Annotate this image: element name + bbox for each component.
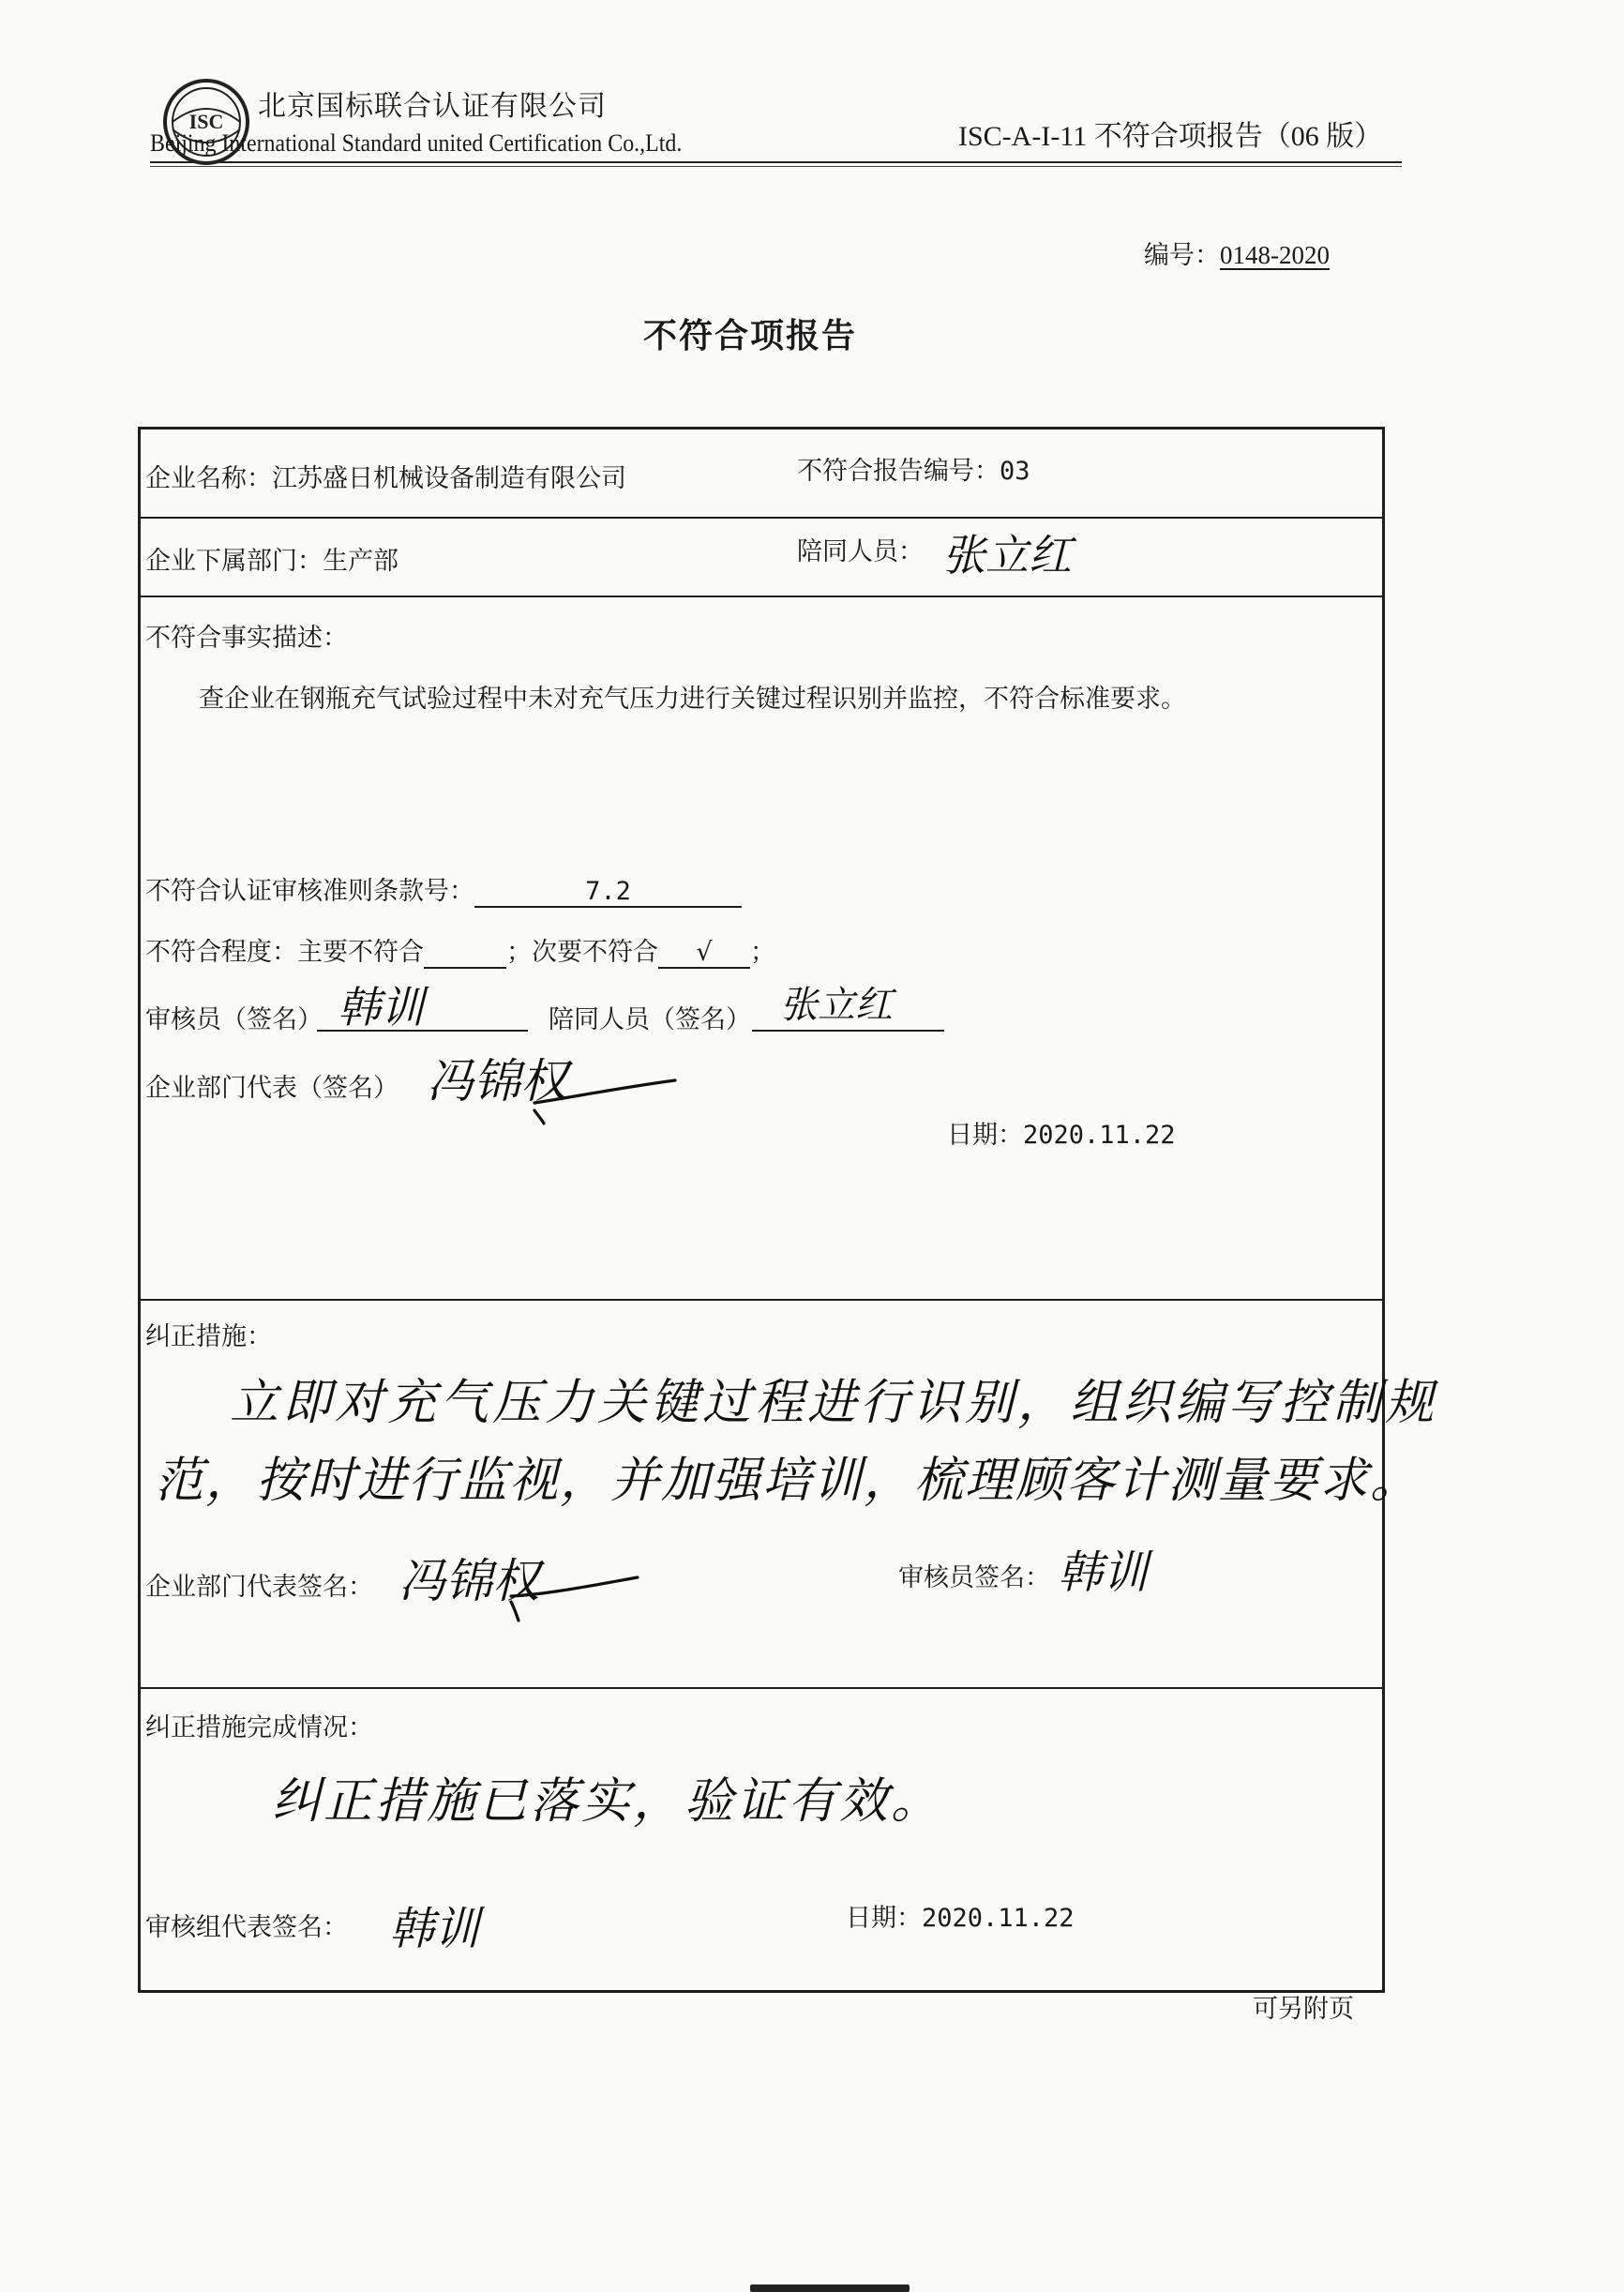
form-code: ISC-A-I-11 不符合项报告（06 版） (958, 121, 1383, 152)
date2-value: 2020.11.22 (922, 1904, 1075, 1933)
department-field (145, 540, 398, 577)
department-value: 生产部 (323, 547, 398, 576)
clause-value: 7.2 (474, 877, 742, 908)
fact-label: 不符合事实描述： (145, 624, 348, 653)
date2-field (846, 1897, 1075, 1934)
major-label: 主要不符合 (297, 938, 424, 967)
corrective-label: 纠正措施： (145, 1322, 272, 1351)
degree-sep: ； (506, 938, 532, 967)
auditor-signature2: 韩训 (1058, 1546, 1149, 1599)
row-divider (141, 1299, 1382, 1301)
clause-field (145, 870, 742, 908)
dept-rep-signature-flourish (534, 1077, 684, 1123)
row-divider (141, 596, 1382, 597)
dept-rep-signature2: 冯锦权 (398, 1554, 539, 1608)
major-value (424, 939, 506, 969)
auditor-signature: 韩训 (338, 982, 424, 1033)
escort-label: 陪同人员： (797, 537, 924, 566)
fact-text: 查企业在钢瓶充气试验过程中未对充气压力进行关键过程识别并监控，不符合标准要求。 (199, 685, 1186, 714)
team-rep-signature: 韩训 (389, 1903, 480, 1955)
department-label: 企业下属部门： (145, 547, 323, 576)
header-divider (150, 161, 1402, 163)
report-no-label: 不符合报告编号： (797, 457, 1000, 486)
row-divider (141, 517, 1382, 519)
company-name-cn: 北京国标联合认证有限公司 (258, 90, 607, 123)
corrective-line2: 范，按时进行监视，并加强培训，梳理顾客计测量要求。 (155, 1453, 1421, 1509)
dept-rep-signature2-flourish (511, 1564, 642, 1621)
report-no-field (797, 450, 1030, 487)
date1-label: 日期： (947, 1121, 1023, 1150)
report-no-value: 03 (1000, 457, 1030, 486)
auditor-sign2-label: 审核员签名： (898, 1563, 1050, 1592)
degree-label: 不符合程度： (145, 938, 297, 967)
date1-field (947, 1114, 1176, 1151)
escort-signature: 张立红 (780, 984, 893, 1027)
date1-value: 2020.11.22 (1023, 1121, 1176, 1150)
minor-label: 次要不符合 (532, 938, 658, 967)
minor-value: √ (658, 938, 750, 969)
header-divider-thin (150, 166, 1402, 167)
svg-text:ISC: ISC (188, 110, 224, 133)
team-rep-sign-label: 审核组代表签名： (145, 1913, 348, 1942)
completion-text: 纠正措施已落实，验证有效。 (272, 1773, 943, 1830)
document-number-label: 编号： (1144, 241, 1220, 270)
page-note: 可另附页 (1253, 1995, 1354, 2024)
document-number (1144, 234, 1330, 271)
dept-rep-signature: 冯锦权 (427, 1054, 567, 1108)
row-divider (141, 1687, 1382, 1689)
degree-sep-end: ； (750, 938, 775, 967)
clause-label: 不符合认证审核准则条款号： (145, 877, 474, 906)
company-name-en: Beijing International Standard united Certification Co.,Ltd. (150, 129, 683, 157)
escort-handwritten: 张立红 (942, 530, 1072, 581)
completion-label: 纠正措施完成情况： (145, 1713, 373, 1742)
date2-label: 日期： (846, 1904, 922, 1933)
company-field (145, 458, 626, 494)
company-value: 江苏盛日机械设备制造有限公司 (272, 464, 626, 493)
corrective-line1: 立即对充气压力关键过程进行识别，组织编写控制规 (230, 1375, 1438, 1431)
company-label: 企业名称： (145, 464, 272, 493)
degree-field (145, 931, 775, 969)
report-form (138, 427, 1438, 1993)
page-title: 不符合项报告 (642, 317, 857, 355)
auditor-sign-label: 审核员（签名） (145, 1005, 323, 1034)
dept-rep-sign2-label: 企业部门代表签名： (145, 1573, 373, 1602)
scan-edge-mark (750, 2284, 910, 2292)
dept-rep-sign-label: 企业部门代表（签名） (145, 1074, 398, 1103)
escort-sign-label: 陪同人员（签名） (549, 1005, 751, 1034)
document-number-value: 0148-2020 (1220, 241, 1330, 269)
